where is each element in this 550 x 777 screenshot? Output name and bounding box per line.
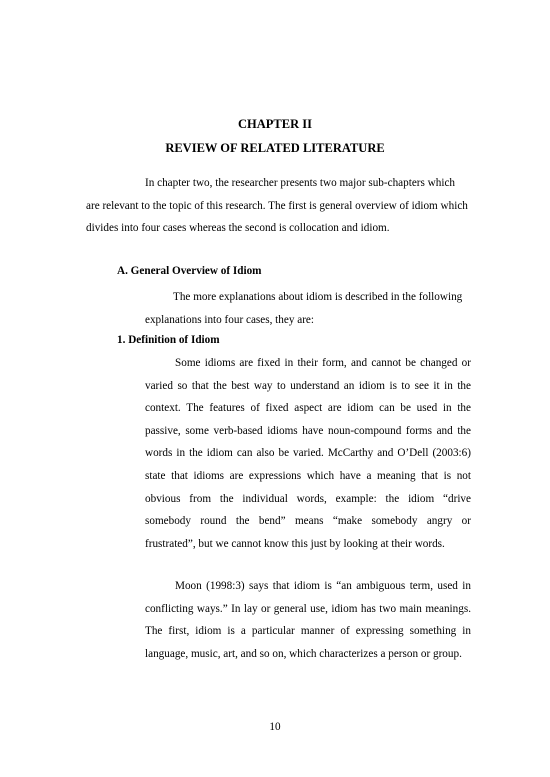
chapter-number: CHAPTER II [238,117,312,131]
subsection-1-heading: 1. Definition of Idiom [117,334,220,346]
section-a-heading: A. General Overview of Idiom [117,265,262,277]
intro-paragraph: In chapter two, the researcher presents two major sub-chapters which are relevant to the topic of this research. The first is general overview of idiom which divides into four cases whereas the second is collocation and idiom. [86,177,468,235]
definition-paragraph-1: Some idioms are fixed in their form, and cannot be changed or varied so that the best way to understand an idiom is to see it in the context. The features of fixed aspect are idiom can be used in the passive, some verb-based idioms have noun-compound forms and the words in the idiom can also be varied. McCarthy and O’Dell (2003:6) state that idioms are expressions which have a meaning that is not obvious from the individual words, example: the idiom “drive somebody round the bend” means “make somebody angry or frustrated”, but we cannot know this just by looking at their words. [145,357,471,550]
page-number: 10 [269,721,281,733]
definition-paragraph-2: Moon (1998:3) says that idiom is “an ambiguous term, used in conflicting ways.” In lay or general use, idiom has two main meanings. The first, idiom is a particular manner of expressing something in language, music, art, and so on, which characterizes a person or group. [145,580,471,660]
chapter-title: REVIEW OF RELATED LITERATURE [165,141,385,155]
section-a-paragraph: The more explanations about idiom is described in the following explanations into four cases, they are: [145,291,463,326]
